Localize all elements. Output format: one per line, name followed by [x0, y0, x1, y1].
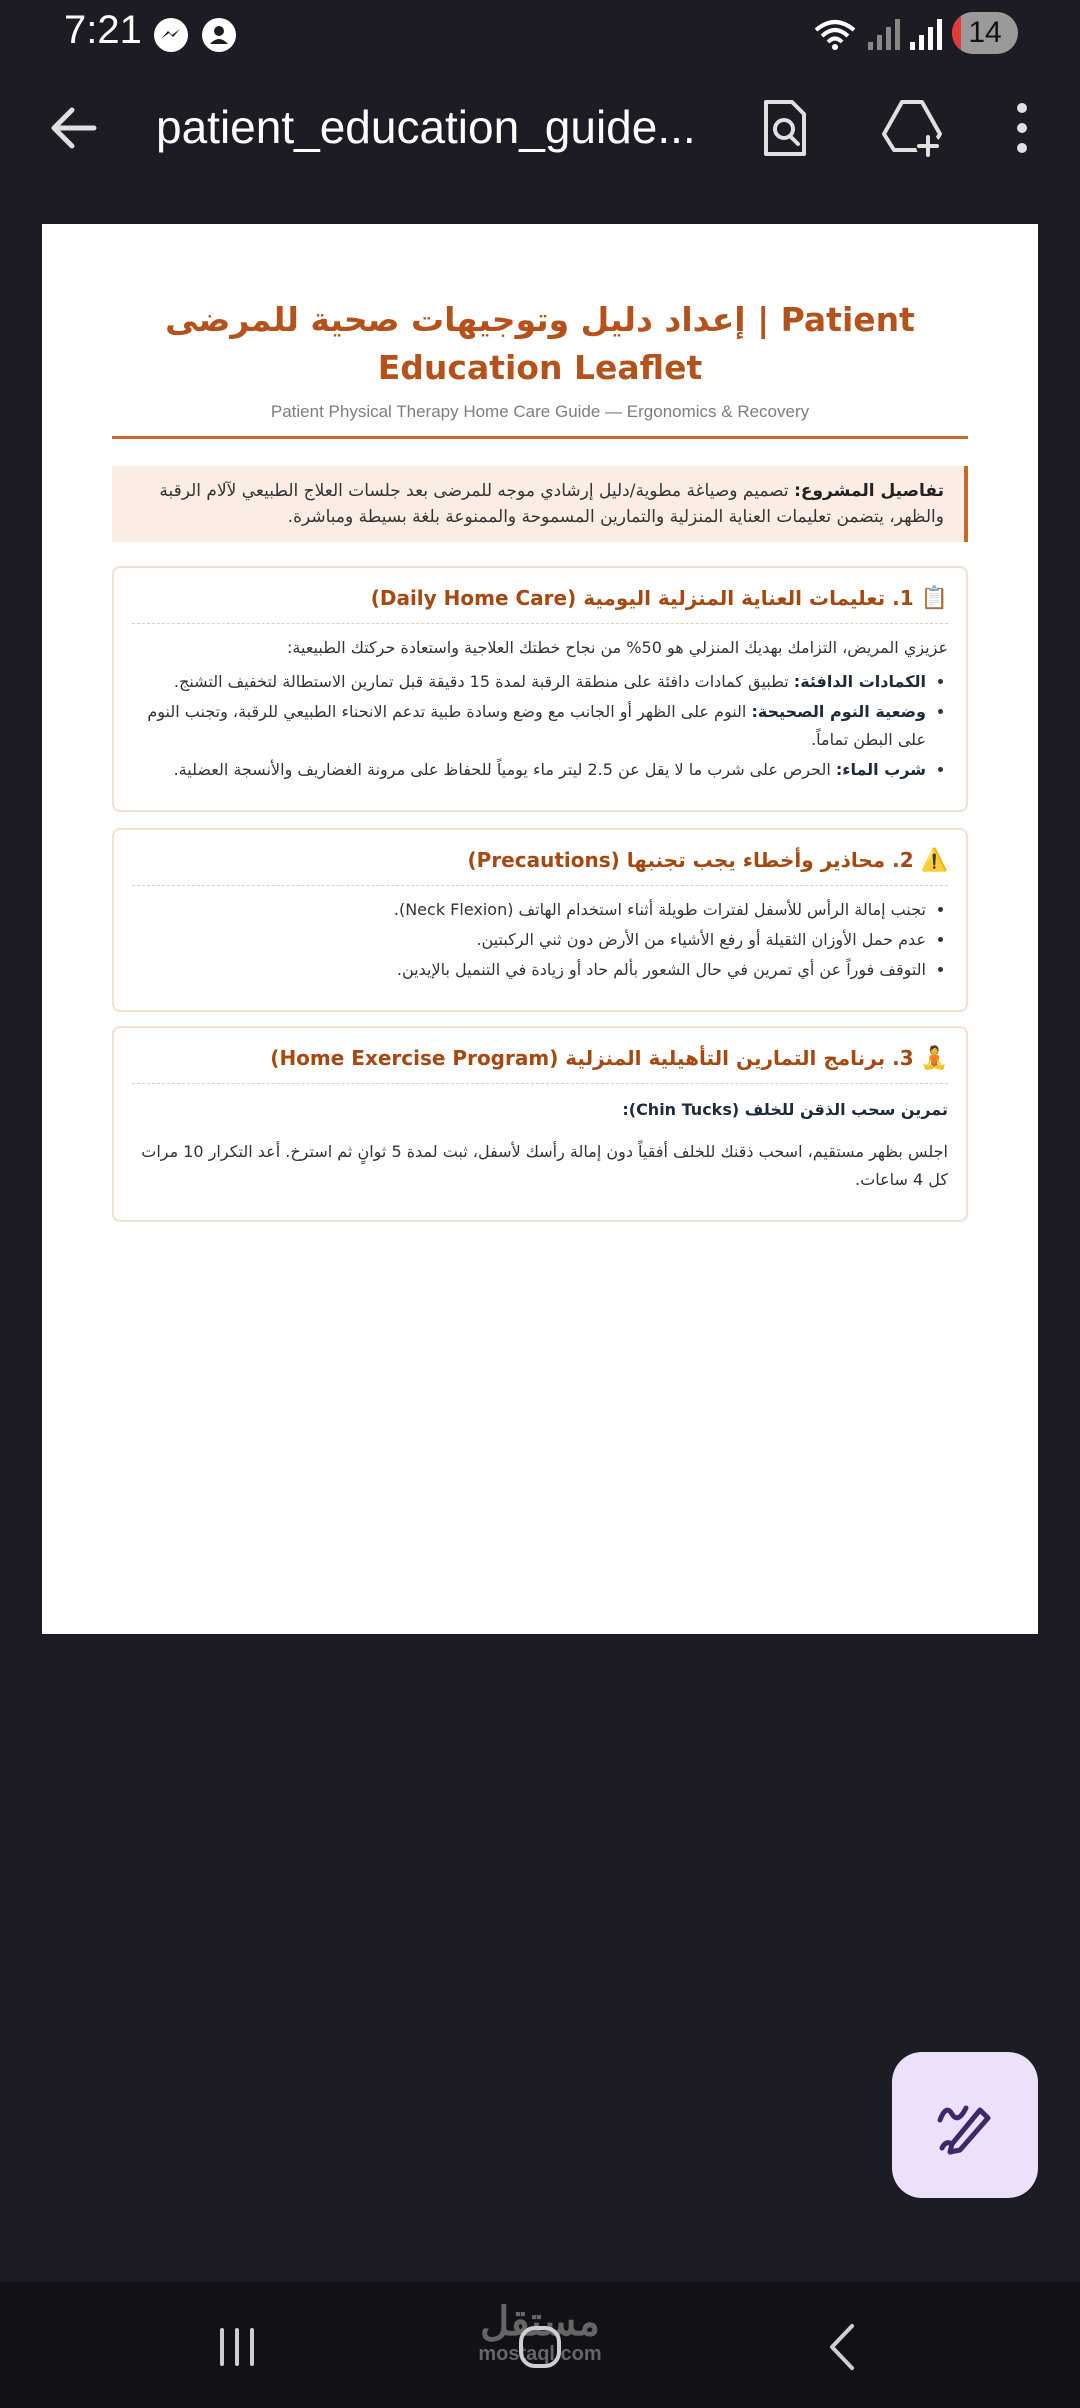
clipboard-icon: 📋	[920, 586, 948, 611]
signal-icon	[864, 16, 902, 54]
battery-indicator	[952, 12, 1018, 54]
item-label: الكمادات الدافئة:	[793, 672, 926, 691]
battery-percent: 14	[968, 16, 1002, 49]
project-text: تصميم وصياغة مطوية/دليل إرشادي موجه للمرضى بعد جلسات العلاج الطبيعي لآلام الرقبة والظهر، يتضمن تعليمات العناية المنزلية والتمارين المسموحة والممنوعة بلغة بسيطة ومباشرة.	[159, 481, 944, 527]
edit-pen-icon	[932, 2092, 998, 2158]
meditation-icon: 🧘	[920, 1046, 948, 1071]
project-details-box	[112, 466, 968, 542]
exercise-text: اجلس بظهر مستقيم، اسحب ذقنك للخلف أفقياً دون إمالة رأسك لأسفل، ثبت لمدة 5 ثوانٍ ثم استرخ. أعد التكرار 10 مرات كل 4 ساعات.	[141, 1142, 948, 1189]
back-icon[interactable]	[808, 2312, 878, 2382]
precautions-list	[132, 896, 948, 984]
project-label: تفاصيل المشروع:	[794, 481, 944, 501]
item-text: تطبيق كمادات دافئة على منطقة الرقبة لمدة 15 دقيقة قبل تمارين الاستطالة لتخفيف التشنج.	[173, 672, 789, 691]
back-arrow-icon[interactable]	[44, 98, 104, 158]
list-item: • التوقف فوراً عن أي تمرين في حال الشعور بألم حاد أو زيادة في التنميل بالإيدين.	[132, 956, 926, 984]
status-time: 7:21	[64, 8, 142, 52]
section-title-text: 2. محاذير وأخطاء يجب تجنبها (Precautions)	[467, 848, 914, 872]
section-list-wrap	[132, 896, 948, 986]
warning-icon: ⚠️	[920, 848, 948, 873]
section-list-wrap	[132, 668, 948, 786]
leaflet-subtitle: Patient Physical Therapy Home Care Guide — Ergonomics & Recovery	[270, 402, 810, 421]
leaflet-title: إعداد دليل وتوجيهات صحية للمرضى | Patient Education Leaflet	[165, 300, 915, 387]
section-daily-home-care	[112, 566, 968, 812]
section-title	[132, 1046, 948, 1071]
item-label: شرب الماء:	[835, 760, 926, 779]
title-divider	[112, 436, 968, 439]
list-item: • عدم حمل الأوزان الثقيلة أو رفع الأشياء من الأرض دون ثني الركبتين.	[132, 926, 926, 954]
exercise-title: تمرين سحب الذقن للخلف (Chin Tucks):	[622, 1100, 948, 1119]
watermark-latin: mostaql.com	[478, 2343, 602, 2365]
account-icon	[200, 16, 238, 54]
list-item: • تجنب إمالة الرأس للأسفل لفترات طويلة أثناء استخدام الهاتف (Neck Flexion).	[132, 896, 926, 924]
document-page	[42, 224, 1038, 1634]
section-title	[132, 848, 948, 873]
app-bar	[0, 70, 1080, 182]
messenger-icon	[152, 16, 190, 54]
section-home-exercise	[112, 1026, 968, 1222]
item-text: النوم على الظهر أو الجانب مع وضع وسادة طبية تدعم الانحناء الطبيعي للرقبة، وتجنب النوم على البطن تماماً.	[147, 702, 926, 749]
status-bar	[0, 0, 1080, 70]
section-title-text: 3. برنامج التمارين التأهيلية المنزلية (Home Exercise Program)	[270, 1046, 914, 1070]
list-item	[132, 698, 926, 754]
wifi-icon	[812, 16, 858, 54]
section-divider	[132, 623, 948, 624]
search-document-icon[interactable]	[752, 96, 816, 160]
more-vert-icon[interactable]	[990, 96, 1054, 160]
item-label: وضعية النوم الصحيحة:	[751, 702, 926, 721]
section-divider	[132, 885, 948, 886]
section-precautions	[112, 828, 968, 1012]
system-nav-bar	[0, 2282, 1080, 2408]
section-divider	[132, 1083, 948, 1084]
edit-fab-button[interactable]	[892, 2052, 1038, 2198]
document-title: patient_education_guide...	[156, 101, 696, 153]
item-text: الحرص على شرب ما لا يقل عن 2.5 ليتر ماء يومياً للحفاظ على مرونة الغضاريف والأنسجة العضلية.	[173, 760, 831, 779]
section-title-text: 1. تعليمات العناية المنزلية اليومية (Daily Home Care)	[370, 586, 914, 610]
section-intro: عزيزي المريض، التزامك بهديك المنزلي هو 50% من نجاح خطتك العلاجية واستعادة حركتك الطبيعية:	[287, 638, 948, 657]
list-item	[132, 668, 926, 696]
section-title	[132, 586, 948, 611]
watermark-arabic: مستقل	[480, 2300, 600, 2344]
add-to-drive-icon[interactable]	[880, 96, 944, 160]
home-icon[interactable]	[505, 2312, 575, 2382]
signal-icon	[906, 16, 944, 54]
care-list	[132, 668, 948, 784]
list-item	[132, 756, 926, 784]
recents-icon[interactable]	[202, 2312, 272, 2382]
